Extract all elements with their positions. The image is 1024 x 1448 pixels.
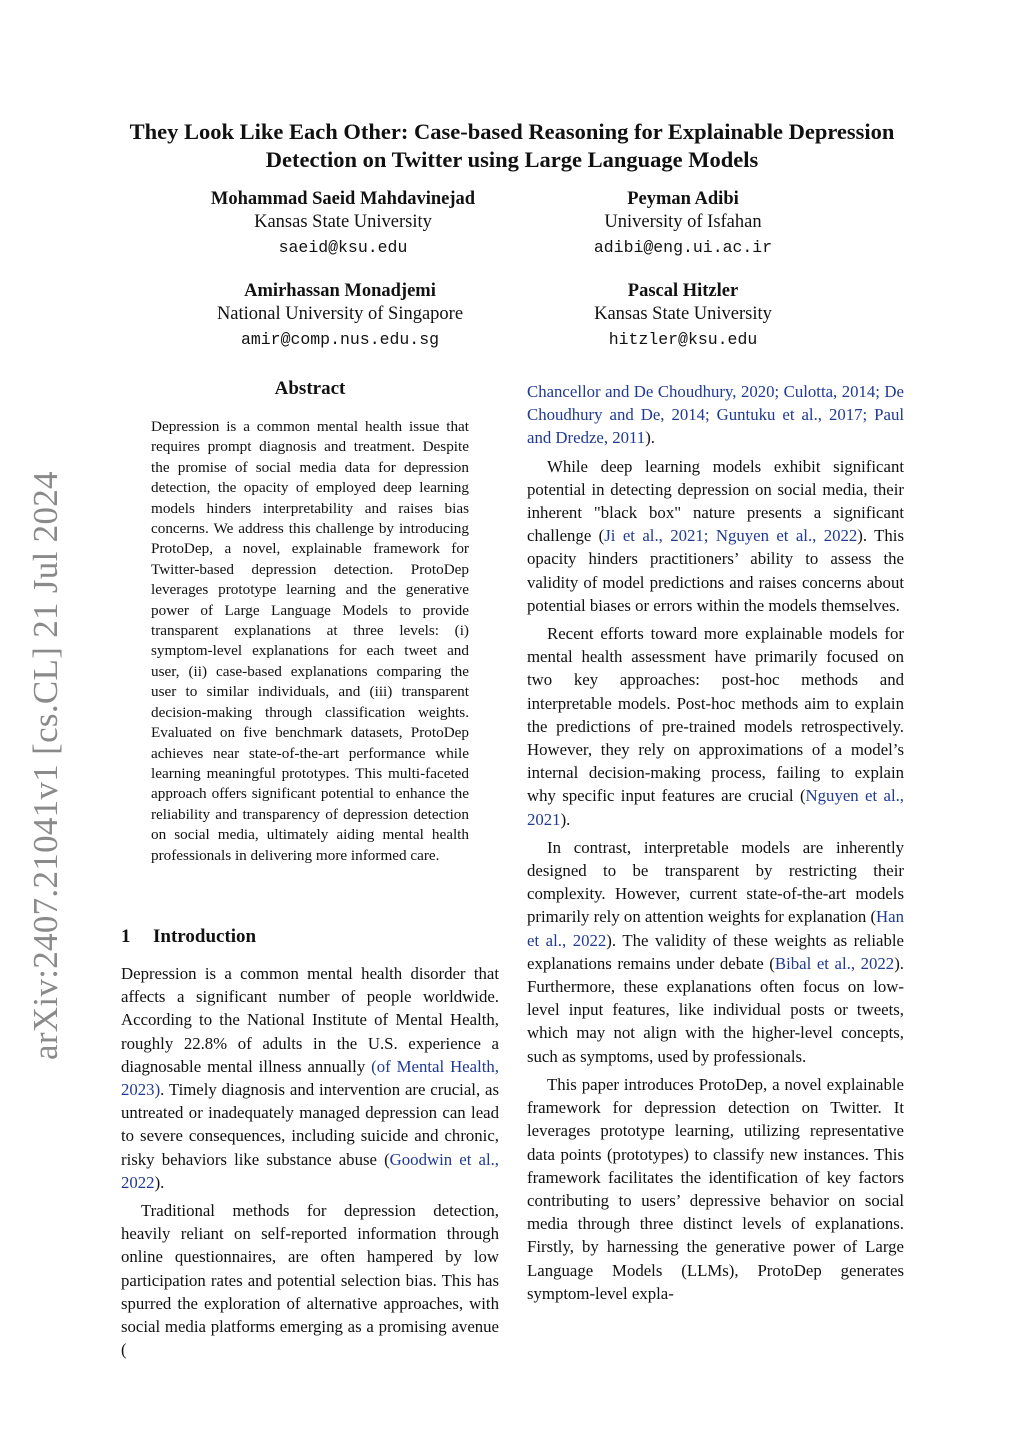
citation-link[interactable]: Nguyen et al., 2021 — [527, 786, 904, 829]
paragraph-text: Recent efforts toward more explainable models for mental health assessment have primarily focused on two key approaches: post-hoc methods and interpretable models. Post-hoc methods aim to explain the predictions of pre-trained models retrospectively. However, they rely on approximations of a model’s internal decision-making process, failing to explain why specific input features are crucial ( — [527, 624, 904, 806]
section-number: 1 — [121, 926, 131, 947]
author-name: Pascal Hitzler — [627, 281, 739, 301]
paragraph-continued — [527, 380, 904, 450]
body-left-column — [121, 962, 499, 1366]
author-affiliation: Kansas State University — [594, 304, 772, 324]
citation-link[interactable]: Bibal et al., 2022 — [774, 953, 895, 973]
arxiv-identifier-stamp: arXiv:2407.21041v1 [cs.CL] 21 Jul 2024 — [26, 471, 65, 1060]
author-name: Amirhassan Monadjemi — [244, 281, 436, 301]
paragraph — [527, 455, 904, 617]
paragraph — [121, 1199, 499, 1361]
paragraph-text: ). Furthermore, these explanations often focus on low-level input features, like individual posts or tweets, which may not align with the higher-level concepts, such as symptoms, used by professionals. — [527, 953, 904, 1066]
citation-link[interactable]: Han et al., 2022 — [527, 907, 905, 950]
paragraph-text: ). This opacity hinders practitioners’ ability to assess the validity of model predictions and raises concerns about potential biases or errors within the models themselves. — [527, 526, 904, 615]
body-right-column — [527, 380, 904, 1310]
author-block-3 — [160, 280, 520, 351]
author-email[interactable]: saeid@ksu.edu — [278, 238, 408, 257]
citation-link[interactable]: Chancellor and De Choudhury, 2020; Culotta, 2014; De Choudhury and De, 2014; Guntuku et al., 2017; Paul and Dredze, 2011 — [527, 382, 904, 448]
paragraph-text: While deep learning models exhibit significant potential in detecting depression on social media, their inherent "black box" nature presents a significant challenge ( — [527, 456, 904, 546]
author-block-2 — [503, 188, 863, 259]
section-heading-introduction — [121, 926, 501, 948]
author-affiliation: Kansas State University — [254, 212, 432, 232]
author-name: Mohammad Saeid Mahdavinejad — [210, 189, 476, 209]
citation-link[interactable]: (of Mental Health, 2023) — [121, 1056, 499, 1100]
author-affiliation: National University of Singapore — [216, 304, 464, 324]
paragraph — [527, 1073, 904, 1305]
author-email[interactable]: hitzler@ksu.edu — [608, 330, 758, 349]
author-name: Peyman Adibi — [627, 189, 739, 209]
paragraph-text: ). — [645, 428, 655, 448]
paragraph-text: ). — [154, 1172, 165, 1192]
paragraph-text: . Timely diagnosis and intervention are crucial, as untreated or inadequately managed depression can lead to severe consequences, including suicide and chronic, risky behaviors like substance abuse ( — [121, 1080, 499, 1169]
paragraph-text: Traditional methods for depression detection, heavily reliant on self-reported information through online questionnaires, are often hampered by low participation rates and potential selection bias. This has spurred the exploration of alternative approaches, with social media platforms emerging as a promising avenue ( — [121, 1201, 499, 1360]
section-title: Introduction — [153, 926, 257, 947]
paragraph-text: This paper introduces ProtoDep, a novel explainable framework for depression detection on Twitter. It leverages prototype learning, utilizing representative data points (prototypes) to classify new instances. This framework facilitates the identification of key factors contributing to users’ depressive behavior on social media through three distinct levels of explanations. Firstly, by harnessing the generative power of Large Language Models (LLMs), ProtoDep generates symptom-level expla- — [527, 1074, 904, 1303]
citation-link[interactable]: Goodwin et al., 2022 — [121, 1149, 500, 1192]
abstract-text: Depression is a common mental health issue that requires prompt diagnosis and treatment. Despite the promise of social media data for depression detection, the opacity of employed deep learning models hinders interpretability and raises bias concerns. We address this challenge by introducing ProtoDep, a novel, explainable framework for Twitter-based depression detection. ProtoDep leverages prototype learning and the generative power of Large Language Models to provide transparent explanations at three levels: (i) symptom-level explanations for each tweet and user, (ii) case-based explanations comparing the user to similar individuals, and (iii) transparent decision-making through classification weights. Evaluated on five benchmark datasets, ProtoDep achieves near state-of-the-art performance while learning meaningful prototypes. This multi-faceted approach offers significant potential to enhance the reliability and transparency of depression detection on social media, ultimately aiding mental health professionals in delivering more informed care. — [151, 418, 469, 864]
author-affiliation: University of Isfahan — [604, 212, 762, 232]
abstract-heading: Abstract — [274, 378, 346, 399]
citation-link[interactable]: Ji et al., 2021; Nguyen et al., 2022 — [604, 526, 858, 546]
paragraph-text: ). — [560, 809, 571, 829]
paragraph — [527, 836, 904, 1068]
paragraph — [121, 962, 499, 1194]
paragraph-text: In contrast, interpretable models are inherently designed to be transparent by restricting their complexity. However, current state-of-the-art models primarily rely on attention weights for explanation ( — [527, 837, 904, 927]
paragraph-text: ). The validity of these weights as reliable explanations remains under debate ( — [527, 930, 904, 973]
paragraph — [527, 622, 904, 831]
paper-title: They Look Like Each Other: Case-based Reasoning for Explainable Depression Detection on Twitter using Large Language Models — [129, 119, 895, 172]
author-email[interactable]: amir@comp.nus.edu.sg — [240, 330, 440, 349]
author-email[interactable]: adibi@eng.ui.ac.ir — [593, 238, 773, 257]
author-block-1 — [163, 188, 523, 259]
paragraph-text: Depression is a common mental health disorder that affects a significant number of people worldwide. According to the National Institute of Mental Health, roughly 22.8% of adults in the U.S. experience a diagnosable mental illness annually — [121, 964, 499, 1076]
author-block-4 — [503, 280, 863, 351]
